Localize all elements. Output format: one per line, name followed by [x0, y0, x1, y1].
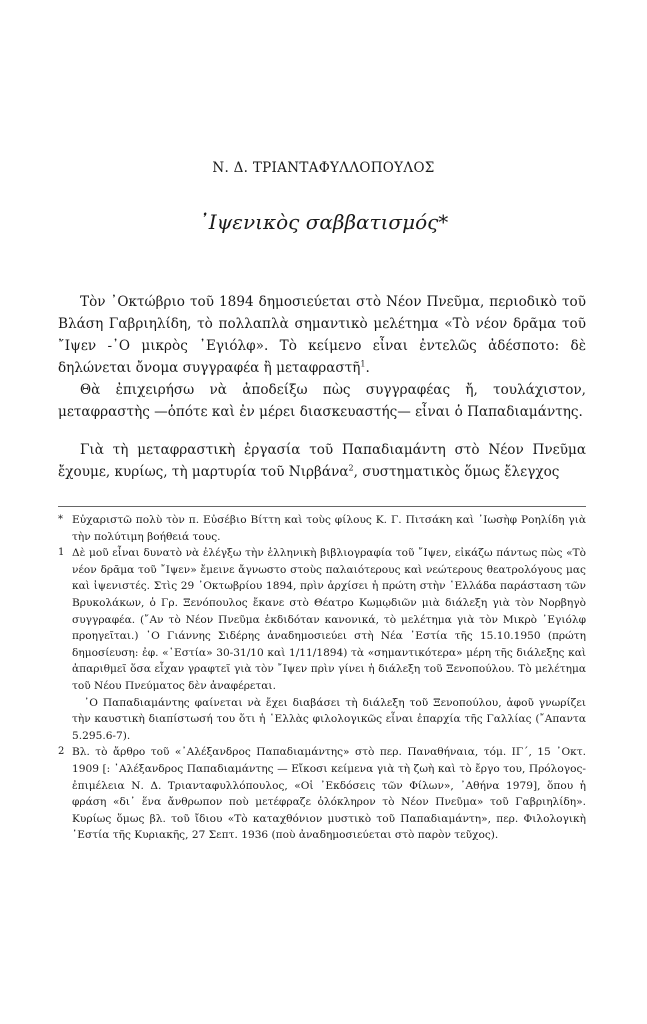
article-title: ᾽Ιψενικὸς σαββατισμός*	[198, 210, 449, 234]
footnote-1	[58, 545, 586, 694]
main-text	[58, 291, 586, 483]
paragraph-1	[58, 291, 586, 379]
paragraph-3-end: , συστηματικὸς ὅμως ἔλεγχος	[353, 464, 560, 480]
paragraph-3-text: Γιὰ τὴ μεταφραστικὴ ἐργασία τοῦ Παπαδιαμάντη στὸ Νέον Πνεῦμα ἔχουμε, κυρίως, τὴ μαρτυρία τοῦ Νιρβάνα	[58, 442, 586, 480]
footnote-2-mark: 2	[58, 746, 65, 758]
footnote-1-mark: 1	[58, 547, 65, 559]
footnote-1-continuation: ᾽Ο Παπαδιαμάντης φαίνεται νὰ ἔχει διαβάσει τὴ διάλεξη τοῦ Ξενοπούλου, ἀφοῦ γνωρίζει τὴν καυστικὴ διαπίστωσή του ὅτι ἡ ῾Ελλὰς φιλολογικῶς εἶναι ἐπαρχία τῆς Γαλλίας (῎Απαντα 5.295.6-7).	[72, 696, 586, 742]
footnote-star-text: Εὐχαριστῶ πολὺ τὸν π. Εὐσέβιο Βίττη καὶ τοὺς φίλους Κ. Γ. Πιτσάκη καὶ ᾽Ιωσὴφ Ροηλίδη γιὰ τὴν πολύτιμη βοήθειά τους.	[72, 514, 586, 543]
footnote-2	[58, 744, 586, 844]
footnote-star-mark: *	[58, 514, 63, 525]
author-name: Ν. Δ. ΤΡΙΑΝΤΑΦΥΛΛΟΠΟΥΛΟΣ	[212, 160, 435, 176]
footnote-2-text: Βλ. τὸ ἄρθρο τοῦ «᾽Αλέξανδρος Παπαδιαμάντης» στὸ περ. Παναθήναια, τόμ. ΙΓ΄, 15 ᾽Οκτ. 1909 [: ᾽Αλέξανδρος Παπαδιαμάντης — Εἴκοσι κείμενα γιὰ τὴ ζωὴ καὶ τὸ ἔργο του, Πρόλογος-ἐπιμέλεια Ν. Δ. Τριανταφυλλόπουλος, «Οἱ ᾽Εκδόσεις τῶν Φίλων», ᾽Αθήνα 1979], ὅπου ἡ φράση «δι᾽ ἕνα ἄνθρωπον ποὺ μετέφραζε ὁλόκληρον τὸ Νέον Πνεῦμα» τοῦ Γαβριηλίδη». Κυρίως ὅμως βλ. τοῦ ἴδιου «Τὸ καταχθόνιον μυστικὸ τοῦ Παπαδιαμάντη», περ. Φιλολογικὴ ῾Εστία τῆς Κυριακῆς, 27 Σεπτ. 1936 (ποὺ ἀναδημοσιεύεται στὸ παρὸν τεῦχος).	[72, 746, 586, 842]
paragraph-2: Θὰ ἐπιχειρήσω νὰ ἀποδείξω πὼς συγγραφέας ἤ, τουλάχιστον, μεταφραστὴς —ὁπότε καὶ ἐν μέρει διασκευαστής— εἶναι ὁ Παπαδιαμάντης.	[58, 382, 586, 420]
footnote-divider	[58, 506, 586, 507]
footnote-ref-1: 1	[360, 359, 366, 369]
paragraph-3	[58, 439, 586, 483]
footnotes	[58, 512, 586, 844]
footnote-star	[58, 512, 586, 545]
footnote-ref-2: 2	[348, 463, 354, 473]
footnote-1-text: Δὲ μοῦ εἶναι δυνατὸ νὰ ἐλέγξω τὴν ἑλληνικὴ βιβλιογραφία τοῦ ῎Ιψεν, εἰκάζω πάντως πὼς «Τὸ νέον δρᾶμα τοῦ ῎Ιψεν» ἔμεινε ἄγνωστο στοὺς παλαιότερους καὶ νεώτερους θεατρολόγους μας καὶ ἰψενιστές. Στὶς 29 ᾽Οκτωβρίου 1894, πρὶν ἀρχίσει ἡ πρώτη στὴν ῾Ελλάδα παράσταση τῶν Βρυκολάκων, ὁ Γρ. Ξενόπουλος ἔκανε στὸ Θέατρο Κωμῳδιῶν μιὰ διάλεξη γιὰ τὸν Νορβηγὸ συγγραφέα. (῎Αν τὸ Νέον Πνεῦμα ἐκδιδόταν κανονικά, τὸ μελέτημα γιὰ τὸν Μικρὸ ᾽Εγιόλφ προηγεῖται.) ᾽Ο Γιάννης Σιδέρης ἀναδημοσιεύει στὴ Νέα ῾Εστία τῆς 15.10.1950 (πρώτη δημοσίευση: ἐφ. «῾Εστία» 30-31/10 καὶ 1/11/1894) τὰ «σημαντικότερα» μέρη τῆς διάλεξης καὶ ἀπαριθμεῖ ὅσα εἶχαν γραφτεῖ γιὰ τὸν ῎Ιψεν πρὶν γίνει ἡ διάλεξη τοῦ Ξενοπούλου. Τὸ μελέτημα τοῦ Νέου Πνεύματος δὲν ἀναφέρεται.	[72, 547, 586, 692]
paragraph-1-end: .	[365, 360, 370, 376]
paragraph-1-text: Τὸν ᾽Οκτώβριο τοῦ 1894 δημοσιεύεται στὸ Νέον Πνεῦμα, περιοδικὸ τοῦ Βλάση Γαβριηλίδη, τὸ πολλαπλὰ σημαντικὸ μελέτημα «Τὸ νέον δρᾶμα τοῦ ῎Ιψεν -᾽Ο μικρὸς ᾽Εγιόλφ». Τὸ κείμενο εἶναι ἐντελῶς ἀδέσποτο: δὲ δηλώνεται ὄνομα συγγραφέα ἢ μεταφραστῆ	[58, 294, 586, 376]
